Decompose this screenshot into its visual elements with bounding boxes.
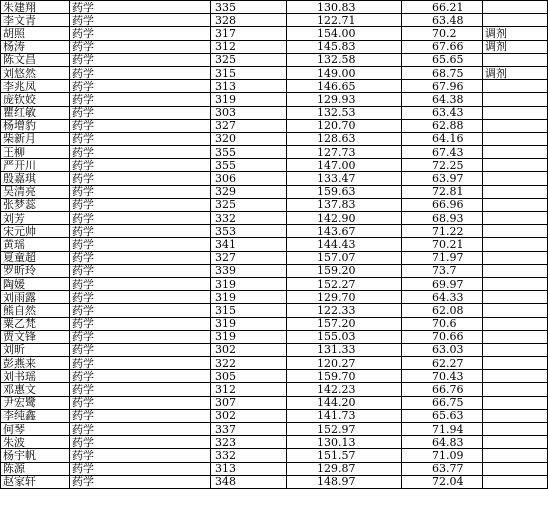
retest-score-cell: 132.58 [287,53,402,66]
initial-score-cell: 305 [211,370,287,383]
table-row [1,238,548,251]
major-cell: 药学 [70,1,211,14]
student-name-cell: 陈文昌 [1,53,70,66]
total-score-cell: 70.2 [402,27,483,40]
table-row [1,396,548,409]
note-cell [483,396,548,409]
retest-score-cell: 146.65 [287,80,402,93]
total-score-cell: 64.38 [402,93,483,106]
note-cell [483,475,548,488]
student-name-cell: 陶媛 [1,277,70,290]
student-name-cell: 粟乙梵 [1,317,70,330]
note-cell [483,449,548,462]
student-name-cell: 严开川 [1,159,70,172]
retest-score-cell: 122.71 [287,14,402,27]
retest-score-cell: 127.73 [287,146,402,159]
initial-score-cell: 312 [211,383,287,396]
total-score-cell: 68.93 [402,212,483,225]
major-cell: 药学 [70,436,211,449]
initial-score-cell: 302 [211,343,287,356]
total-score-cell: 67.66 [402,40,483,53]
major-cell: 药学 [70,383,211,396]
table-row [1,304,548,317]
initial-score-cell: 319 [211,277,287,290]
student-name-cell: 何琴 [1,423,70,436]
student-name-cell: 刘芳 [1,212,70,225]
retest-score-cell: 159.63 [287,185,402,198]
note-cell [483,264,548,277]
table-row [1,93,548,106]
total-score-cell: 67.96 [402,80,483,93]
student-name-cell: 朱波 [1,436,70,449]
total-score-cell: 63.97 [402,172,483,185]
student-name-cell: 王柳 [1,146,70,159]
retest-score-cell: 149.00 [287,66,402,79]
note-cell [483,1,548,14]
major-cell: 药学 [70,409,211,422]
major-cell: 药学 [70,357,211,370]
total-score-cell: 62.08 [402,304,483,317]
total-score-cell: 62.88 [402,119,483,132]
total-score-cell: 72.81 [402,185,483,198]
retest-score-cell: 144.20 [287,396,402,409]
note-cell [483,106,548,119]
table-row [1,159,548,172]
note-cell [483,436,548,449]
retest-score-cell: 157.07 [287,251,402,264]
major-cell: 药学 [70,225,211,238]
retest-score-cell: 152.97 [287,423,402,436]
note-cell: 调剂 [483,40,548,53]
initial-score-cell: 323 [211,436,287,449]
total-score-cell: 64.33 [402,291,483,304]
student-name-cell: 朱建翔 [1,1,70,14]
major-cell: 药学 [70,370,211,383]
initial-score-cell: 341 [211,238,287,251]
initial-score-cell: 319 [211,291,287,304]
initial-score-cell: 306 [211,172,287,185]
major-cell: 药学 [70,264,211,277]
note-cell [483,225,548,238]
retest-score-cell: 120.27 [287,357,402,370]
retest-score-cell: 128.63 [287,132,402,145]
major-cell: 药学 [70,251,211,264]
total-score-cell: 67.43 [402,146,483,159]
table-row [1,27,548,40]
major-cell: 药学 [70,212,211,225]
initial-score-cell: 315 [211,66,287,79]
total-score-cell: 69.97 [402,277,483,290]
major-cell: 药学 [70,304,211,317]
student-name-cell: 彭燕来 [1,357,70,370]
major-cell: 药学 [70,119,211,132]
note-cell [483,238,548,251]
table-row [1,53,548,66]
note-cell [483,119,548,132]
student-name-cell: 邓惠文 [1,383,70,396]
student-name-cell: 杨涛 [1,40,70,53]
total-score-cell: 68.75 [402,66,483,79]
note-cell [483,132,548,145]
retest-score-cell: 157.20 [287,317,402,330]
initial-score-cell: 315 [211,304,287,317]
total-score-cell: 66.75 [402,396,483,409]
note-cell [483,146,548,159]
note-cell [483,198,548,211]
major-cell: 药学 [70,80,211,93]
student-name-cell: 黄瑶 [1,238,70,251]
total-score-cell: 66.96 [402,198,483,211]
initial-score-cell: 325 [211,198,287,211]
total-score-cell: 71.09 [402,449,483,462]
note-cell [483,251,548,264]
initial-score-cell: 328 [211,14,287,27]
major-cell: 药学 [70,317,211,330]
table-row [1,277,548,290]
retest-score-cell: 142.23 [287,383,402,396]
initial-score-cell: 319 [211,93,287,106]
retest-score-cell: 133.47 [287,172,402,185]
student-name-cell: 夏童超 [1,251,70,264]
note-cell [483,343,548,356]
initial-score-cell: 303 [211,106,287,119]
table-row [1,436,548,449]
note-cell [483,80,548,93]
table-row [1,291,548,304]
student-name-cell: 胡照 [1,27,70,40]
total-score-cell: 71.94 [402,423,483,436]
initial-score-cell: 302 [211,409,287,422]
initial-score-cell: 332 [211,449,287,462]
major-cell: 药学 [70,185,211,198]
major-cell: 药学 [70,330,211,343]
table-row [1,172,548,185]
note-cell [483,159,548,172]
major-cell: 药学 [70,238,211,251]
major-cell: 药学 [70,291,211,304]
retest-score-cell: 148.97 [287,475,402,488]
major-cell: 药学 [70,277,211,290]
table-row [1,330,548,343]
student-name-cell: 赵家轩 [1,475,70,488]
major-cell: 药学 [70,449,211,462]
total-score-cell: 72.04 [402,475,483,488]
score-table-body [1,1,548,489]
student-name-cell: 熊自然 [1,304,70,317]
note-cell [483,357,548,370]
major-cell: 药学 [70,343,211,356]
retest-score-cell: 141.73 [287,409,402,422]
student-name-cell: 瞿红敏 [1,106,70,119]
table-row [1,1,548,14]
student-name-cell: 吴清亮 [1,185,70,198]
initial-score-cell: 327 [211,251,287,264]
initial-score-cell: 339 [211,264,287,277]
retest-score-cell: 152.27 [287,277,402,290]
initial-score-cell: 335 [211,1,287,14]
retest-score-cell: 151.57 [287,449,402,462]
total-score-cell: 71.22 [402,225,483,238]
table-row [1,423,548,436]
retest-score-cell: 129.70 [287,291,402,304]
initial-score-cell: 353 [211,225,287,238]
student-name-cell: 罗昕玲 [1,264,70,277]
note-cell [483,14,548,27]
note-cell: 调剂 [483,66,548,79]
note-cell [483,423,548,436]
note-cell [483,317,548,330]
table-row [1,357,548,370]
total-score-cell: 65.63 [402,409,483,422]
initial-score-cell: 312 [211,40,287,53]
major-cell: 药学 [70,198,211,211]
initial-score-cell: 322 [211,357,287,370]
total-score-cell: 66.21 [402,1,483,14]
retest-score-cell: 145.83 [287,40,402,53]
note-cell [483,330,548,343]
student-name-cell: 刘昕 [1,343,70,356]
retest-score-cell: 155.03 [287,330,402,343]
student-name-cell: 陈源 [1,462,70,475]
retest-score-cell: 144.43 [287,238,402,251]
note-cell [483,277,548,290]
retest-score-cell: 131.33 [287,343,402,356]
total-score-cell: 72.25 [402,159,483,172]
initial-score-cell: 332 [211,212,287,225]
retest-score-cell: 129.87 [287,462,402,475]
table-row [1,475,548,488]
retest-score-cell: 122.33 [287,304,402,317]
note-cell [483,172,548,185]
table-row [1,370,548,383]
initial-score-cell: 327 [211,119,287,132]
total-score-cell: 63.48 [402,14,483,27]
student-name-cell: 李纯鑫 [1,409,70,422]
retest-score-cell: 143.67 [287,225,402,238]
total-score-cell: 64.16 [402,132,483,145]
major-cell: 药学 [70,396,211,409]
total-score-cell: 63.77 [402,462,483,475]
total-score-cell: 71.97 [402,251,483,264]
note-cell [483,291,548,304]
table-row [1,146,548,159]
major-cell: 药学 [70,14,211,27]
total-score-cell: 70.43 [402,370,483,383]
student-name-cell: 庞钦姣 [1,93,70,106]
table-row [1,225,548,238]
retest-score-cell: 132.53 [287,106,402,119]
retest-score-cell: 159.20 [287,264,402,277]
initial-score-cell: 319 [211,317,287,330]
retest-score-cell: 154.00 [287,27,402,40]
total-score-cell: 63.43 [402,106,483,119]
retest-score-cell: 147.00 [287,159,402,172]
table-row [1,462,548,475]
student-name-cell: 宋元帅 [1,225,70,238]
table-row [1,198,548,211]
table-row [1,449,548,462]
major-cell: 药学 [70,40,211,53]
student-name-cell: 尹宏鹭 [1,396,70,409]
retest-score-cell: 130.83 [287,1,402,14]
initial-score-cell: 320 [211,132,287,145]
note-cell [483,370,548,383]
retest-score-cell: 129.93 [287,93,402,106]
student-name-cell: 张梦蕊 [1,198,70,211]
total-score-cell: 64.83 [402,436,483,449]
major-cell: 药学 [70,93,211,106]
initial-score-cell: 317 [211,27,287,40]
student-name-cell: 贾文锋 [1,330,70,343]
initial-score-cell: 329 [211,185,287,198]
student-name-cell: 柴新月 [1,132,70,145]
major-cell: 药学 [70,146,211,159]
major-cell: 药学 [70,66,211,79]
student-name-cell: 刘书瑶 [1,370,70,383]
total-score-cell: 66.76 [402,383,483,396]
initial-score-cell: 355 [211,159,287,172]
total-score-cell: 65.65 [402,53,483,66]
table-row [1,264,548,277]
initial-score-cell: 355 [211,146,287,159]
retest-score-cell: 159.70 [287,370,402,383]
table-row [1,212,548,225]
student-name-cell: 刘悠然 [1,66,70,79]
major-cell: 药学 [70,423,211,436]
table-row [1,106,548,119]
student-name-cell: 李文青 [1,14,70,27]
total-score-cell: 70.66 [402,330,483,343]
initial-score-cell: 313 [211,462,287,475]
total-score-cell: 70.6 [402,317,483,330]
student-name-cell: 杨增豹 [1,119,70,132]
note-cell [483,93,548,106]
major-cell: 药学 [70,475,211,488]
table-row [1,14,548,27]
table-row [1,383,548,396]
retest-score-cell: 137.83 [287,198,402,211]
table-row [1,80,548,93]
note-cell [483,383,548,396]
note-cell [483,304,548,317]
initial-score-cell: 313 [211,80,287,93]
table-row [1,409,548,422]
retest-score-cell: 120.70 [287,119,402,132]
note-cell [483,212,548,225]
major-cell: 药学 [70,462,211,475]
initial-score-cell: 319 [211,330,287,343]
note-cell [483,462,548,475]
total-score-cell: 73.7 [402,264,483,277]
initial-score-cell: 325 [211,53,287,66]
major-cell: 药学 [70,172,211,185]
table-row [1,343,548,356]
table-row [1,119,548,132]
initial-score-cell: 307 [211,396,287,409]
initial-score-cell: 337 [211,423,287,436]
note-cell [483,53,548,66]
total-score-cell: 63.03 [402,343,483,356]
table-row [1,66,548,79]
table-row [1,132,548,145]
table-row [1,251,548,264]
total-score-cell: 70.21 [402,238,483,251]
major-cell: 药学 [70,53,211,66]
note-cell [483,409,548,422]
student-name-cell: 殷嘉琪 [1,172,70,185]
note-cell [483,185,548,198]
major-cell: 药学 [70,159,211,172]
retest-score-cell: 142.90 [287,212,402,225]
total-score-cell: 62.27 [402,357,483,370]
major-cell: 药学 [70,106,211,119]
initial-score-cell: 348 [211,475,287,488]
student-name-cell: 刘雨露 [1,291,70,304]
table-row [1,40,548,53]
retest-score-cell: 130.13 [287,436,402,449]
student-name-cell: 杨宇帆 [1,449,70,462]
note-cell: 调剂 [483,27,548,40]
major-cell: 药学 [70,27,211,40]
table-row [1,185,548,198]
major-cell: 药学 [70,132,211,145]
table-row [1,317,548,330]
student-name-cell: 李兆凤 [1,80,70,93]
